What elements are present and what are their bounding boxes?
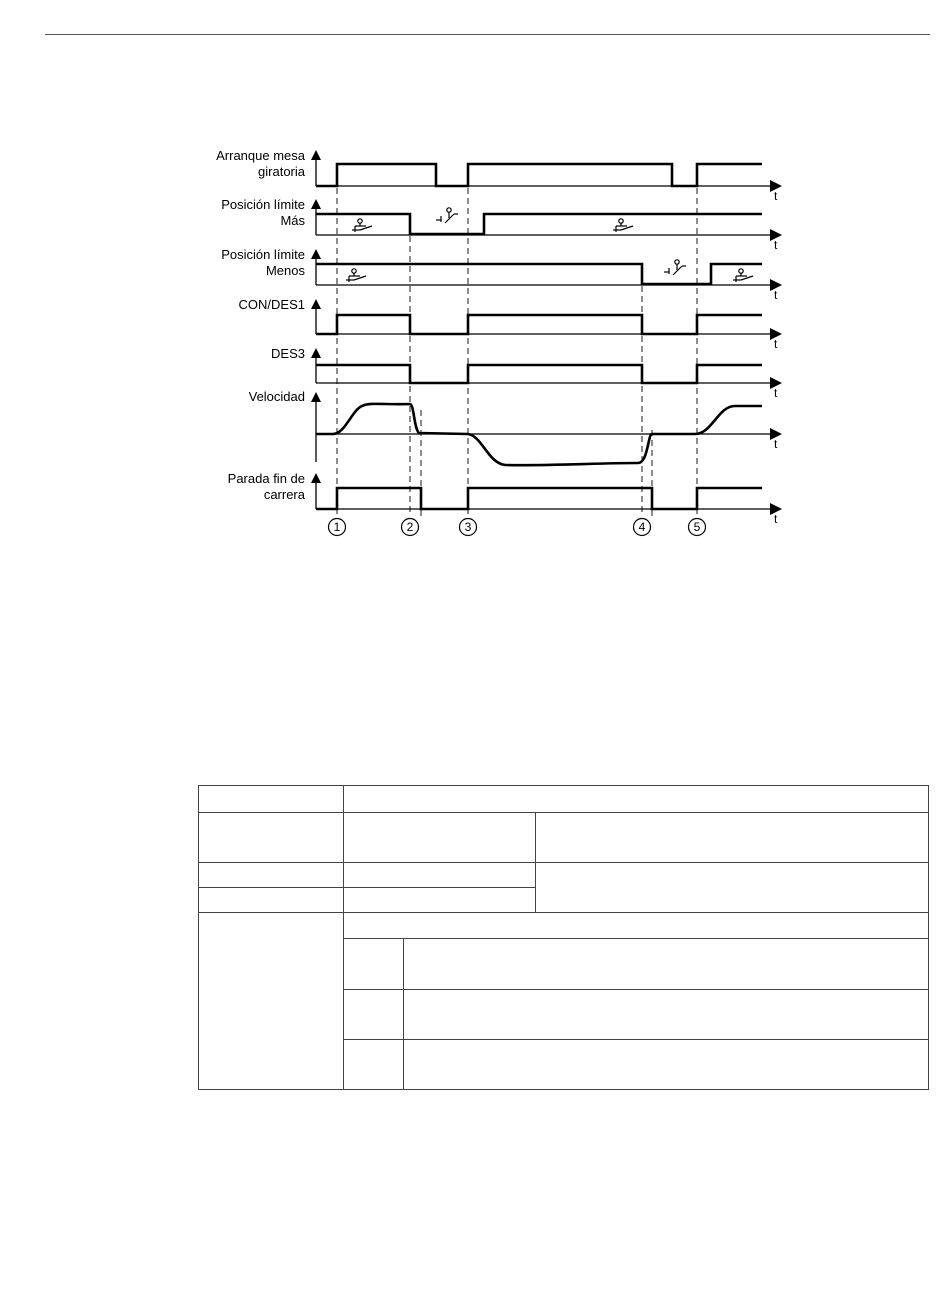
t-label: t: [774, 386, 778, 400]
label-pos-mas-1: Posición límite: [221, 197, 305, 212]
wave-arranque: [316, 164, 762, 186]
label-velocidad: Velocidad: [248, 389, 305, 404]
label-pos-menos-1: Posición límite: [221, 247, 305, 262]
switch-open-icon: [664, 260, 686, 275]
signal-labels: [216, 148, 306, 502]
up-arrow-icon: [311, 392, 321, 402]
timing-diagram: [0, 0, 950, 560]
table-cell: [199, 863, 344, 888]
table-cell: [344, 813, 536, 863]
switch-open-icon: [436, 208, 458, 223]
label-pos-menos-2: Menos: [265, 263, 305, 278]
table-cell: [404, 939, 929, 990]
wave-parada: [316, 488, 762, 509]
t-label: t: [774, 512, 778, 526]
table-cell: [199, 913, 344, 1090]
table-row: [199, 863, 929, 888]
t-label: t: [774, 189, 778, 203]
label-des3: DES3: [271, 346, 305, 361]
table-cell: [344, 990, 404, 1040]
switch-closed-icon: [352, 219, 372, 232]
wave-con-des1: [316, 315, 762, 334]
empty-table: [198, 785, 929, 1090]
marker-guides: [337, 168, 697, 516]
table-cell: [344, 913, 929, 939]
wave-pos-menos: [316, 264, 762, 284]
table-cell: [199, 786, 344, 813]
label-arranque-2: giratoria: [258, 164, 305, 179]
wave-des3: [316, 365, 762, 383]
table-cell: [344, 888, 536, 913]
table-row: [199, 913, 929, 939]
switch-closed-icon: [613, 219, 633, 232]
up-arrow-icon: [311, 299, 321, 309]
time-labels: [774, 189, 778, 526]
t-label: t: [774, 238, 778, 252]
switch-closed-icon: [733, 269, 753, 282]
event-markers: [329, 519, 706, 536]
label-arranque-1: Arranque mesa: [216, 148, 305, 163]
table-cell: [199, 888, 344, 913]
marker-number-3: 3: [464, 520, 472, 534]
marker-number-5: 5: [693, 520, 701, 534]
marker-number-4: 4: [638, 520, 646, 534]
table-cell: [344, 1040, 404, 1090]
t-label: t: [774, 337, 778, 351]
table-cell: [344, 786, 929, 813]
table-cell: [344, 939, 404, 990]
marker-number-1: 1: [333, 520, 341, 534]
table-cell: [536, 813, 929, 863]
label-pos-mas-2: Más: [280, 213, 305, 228]
table-cell: [536, 863, 929, 913]
table-cell: [404, 1040, 929, 1090]
axes: [311, 150, 782, 515]
up-arrow-icon: [311, 348, 321, 358]
label-con-des1: CON/DES1: [238, 297, 305, 312]
table-row: [199, 786, 929, 813]
t-label: t: [774, 288, 778, 302]
switch-symbols: [346, 208, 753, 282]
up-arrow-icon: [311, 150, 321, 160]
marker-number-2: 2: [406, 520, 414, 534]
wave-pos-mas: [316, 214, 762, 234]
up-arrow-icon: [311, 249, 321, 259]
table-row: [199, 813, 929, 863]
label-parada-2: carrera: [263, 487, 305, 502]
waveforms: [316, 164, 762, 509]
table-cell: [199, 813, 344, 863]
t-label: t: [774, 437, 778, 451]
table-cell: [344, 863, 536, 888]
table-cell: [404, 990, 929, 1040]
up-arrow-icon: [311, 473, 321, 483]
switch-closed-icon: [346, 269, 366, 282]
up-arrow-icon: [311, 199, 321, 209]
label-parada-1: Parada fin de: [227, 471, 305, 486]
